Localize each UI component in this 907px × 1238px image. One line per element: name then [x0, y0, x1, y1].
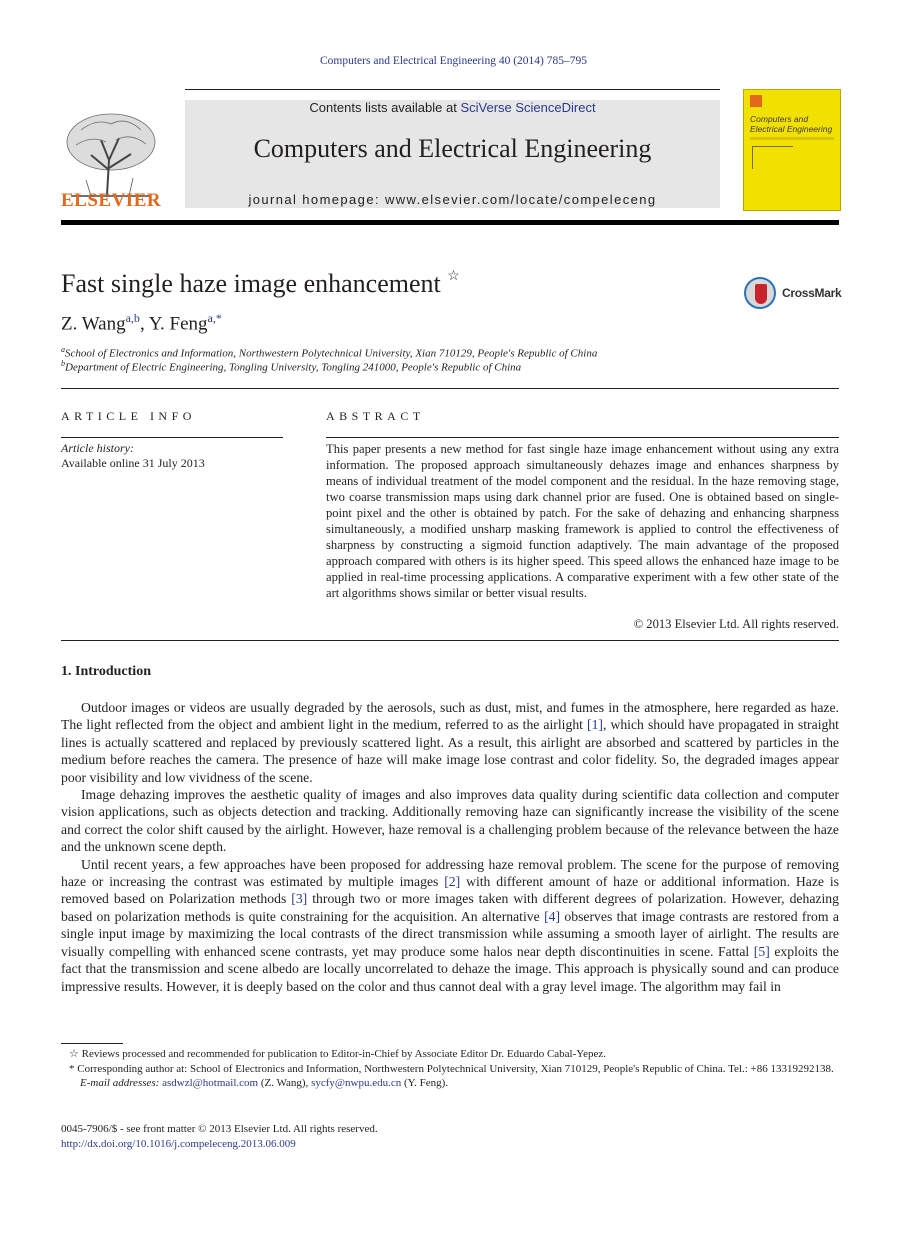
elsevier-wordmark: ELSEVIER	[61, 190, 162, 211]
cover-title	[750, 114, 832, 134]
email-link[interactable]: asdwzl@hotmail.com	[162, 1077, 259, 1089]
article-info-rule	[61, 437, 283, 438]
crossmark-icon	[744, 277, 776, 309]
author-affil-sup[interactable]: a,b	[125, 311, 140, 325]
article-title-text: Fast single haze image enhancement	[61, 269, 441, 298]
footnote	[61, 1062, 839, 1077]
affil-divider	[61, 388, 839, 389]
affil-text: Department of Electric Engineering, Tongling University, Tongling 241000, People's Republic of China	[65, 361, 522, 374]
paragraph-text: through two or more images taken with different degrees of polarization. However, dehazing based on polarization methods is quite constraining for the acquisition. An alternative	[61, 891, 839, 924]
contents-prefix: Contents lists available at	[309, 100, 461, 115]
title-footnote-star-icon[interactable]: ☆	[447, 269, 460, 284]
paragraph	[61, 699, 839, 786]
email-label: E-mail addresses:	[80, 1077, 163, 1089]
author-list	[61, 311, 222, 335]
contents-line	[185, 100, 720, 115]
sciencedirect-link[interactable]: SciVerse ScienceDirect	[460, 100, 596, 115]
affil-mark: a	[61, 345, 65, 354]
footnote-rule	[61, 1043, 123, 1044]
author-separator: ,	[139, 313, 149, 335]
reference-link[interactable]: [3]	[291, 891, 308, 907]
affil-mark: b	[61, 359, 65, 368]
article-available-date: Available online 31 July 2013	[61, 456, 205, 470]
email-owner: (Z. Wang),	[258, 1077, 312, 1089]
journal-cover-thumbnail	[743, 89, 841, 211]
reference-link[interactable]: [1]	[587, 717, 603, 733]
abstract-divider	[61, 640, 839, 641]
reference-link[interactable]: [2]	[444, 874, 461, 890]
article-title	[61, 268, 460, 299]
journal-homepage[interactable]: journal homepage: www.elsevier.com/locate/compeleceng	[248, 192, 657, 207]
email-link[interactable]: sycfy@nwpu.edu.cn	[311, 1077, 402, 1089]
paragraph-text: Until recent years, a few approaches have been proposed for addressing haze removal problem. The scene for the purpose of removing haze or increasing the contrast was estimated by multiple images	[61, 856, 839, 890]
author-affil-sup[interactable]: a,*	[207, 311, 222, 325]
issn-line: 0045-7906/$ - see front matter © 2013 Elsevier Ltd. All rights reserved.	[61, 1123, 378, 1135]
doi-link[interactable]: http://dx.doi.org/10.1016/j.compeleceng.2013.06.009	[61, 1138, 296, 1150]
footnote-mark: ☆	[69, 1048, 79, 1060]
journal-title: Computers and Electrical Engineering	[253, 134, 652, 163]
cover-title-line2: Electrical Engineering	[750, 124, 833, 134]
affiliation-a	[61, 345, 597, 360]
paragraph-text: exploits the fact that the transmission and scene albedo are locally uncorrelated to dehaze the image. This approach is physically sound and can produce impressive results. However, it is deeply based on the color and thus cannot deal with a gray level image. The algorithm may fail in	[61, 943, 839, 994]
cover-title-line1: Computers and	[750, 114, 809, 124]
footnote-text: Reviews processed and recommended for publication to Editor-in-Chief by Associate Editor Dr. Eduardo Cabal-Yepez.	[81, 1048, 607, 1060]
footnote-text: Corresponding author at: School of Electronics and Information, Northwestern Polytechnical University, Xian 710129, People's Republic of China. Tel.: +86 13319292138.	[77, 1062, 834, 1075]
article-history-label: Article history:	[61, 441, 134, 455]
author-name: Z. Wang	[61, 313, 126, 335]
crossmark-badge[interactable]	[744, 277, 854, 311]
abstract-rule	[326, 437, 839, 438]
paragraph-text: Outdoor images or videos are usually degraded by the aerosols, such as dust, mist, and fumes in the atmosphere, here regarded as haze. The light reflected from the object and ambient light in the medium, referred to as the airlight	[61, 700, 839, 733]
header-thick-rule	[61, 220, 839, 225]
cover-elsevier-logo-icon	[750, 95, 762, 107]
footnote-emails	[61, 1076, 839, 1091]
header-top-rule	[185, 89, 720, 90]
crossmark-label: CrossMark	[782, 286, 842, 300]
paragraph: Image dehazing improves the aesthetic quality of images and also improves data quality during scientific data collection and computer vision applications, such as objects detection and tracking. Additionally removing haze can significantly increase the visibility of the scene and correct the color shift caused by the airlight. However, haze removal is a challenging problem because of the relevance between the haze and the unknown scene depth.	[61, 787, 839, 855]
abstract-text: This paper presents a new method for fast single haze image enhancement without using any extra information. The proposed approach simultaneously dehazes image and enhances sharpness by means of individual treatment of the model component and the residual. In the haze removing stage, two coarse transmission maps using dark channel prior are fused. One is obtained based on single-point pixel and the other is obtained by patch. For the sake of dehazing and enhancing sharpness simultaneously, a modified unsharp masking framework is applied to control the effectiveness of sharpness by constructing a sigmoid function adaptively. The main advantage of the proposed approach compared with others is its higher speed. This speed allows the enhanced haze image to be applied in real-time processing applications. A comparative experiment with a few other state of the art algorithms shows similar or better visual results.	[326, 442, 839, 600]
paragraph-text: , which should have propagated in straight lines is actually scattered and replaced by previously scattered light. As a result, this airlight are absorbed and scattered by particles in the medium before reaches the camera. The presence of haze will make image lose contrast and color fidelity. So, the degraded images appear poor visibility and low vividness of the scene.	[61, 717, 839, 785]
footnote	[61, 1047, 839, 1062]
cover-strip	[750, 137, 834, 140]
section-heading-introduction: 1. Introduction	[61, 664, 151, 679]
introduction-body	[61, 699, 839, 995]
paragraph-text: with different amount of haze or additional information. Haze is removed based on Polarization methods	[61, 874, 839, 907]
abstract-copyright: © 2013 Elsevier Ltd. All rights reserved.	[633, 617, 839, 631]
reference-link[interactable]: [4]	[544, 908, 561, 924]
article-info-heading: ARTICLE INFO	[61, 409, 196, 423]
reference-link[interactable]: [5]	[753, 943, 770, 959]
paragraph-text: observes that image contrasts are restored from a single input image by maximizing the local contrasts of the direct transmission while assuming a smooth layer of airlight. The results are visually compelling with enhanced scene contrasts, yet may produce some halos near depth discontinuities in scene. Fattal	[61, 908, 839, 959]
abstract-heading: ABSTRACT	[326, 409, 425, 423]
cover-graphic-icon	[752, 146, 793, 169]
affil-text: School of Electronics and Information, Northwestern Polytechnical University, Xian 710129, People's Republic of China	[65, 347, 598, 360]
email-owner: (Y. Feng).	[401, 1077, 449, 1089]
affiliation-b	[61, 359, 521, 374]
footnote-mark: *	[69, 1062, 75, 1075]
footnotes	[61, 1047, 839, 1091]
journal-citation[interactable]: Computers and Electrical Engineering 40 (2014) 785–795	[320, 55, 587, 67]
author-name: Y. Feng	[148, 313, 208, 335]
paragraph	[61, 856, 839, 995]
front-matter-info	[61, 1122, 378, 1152]
